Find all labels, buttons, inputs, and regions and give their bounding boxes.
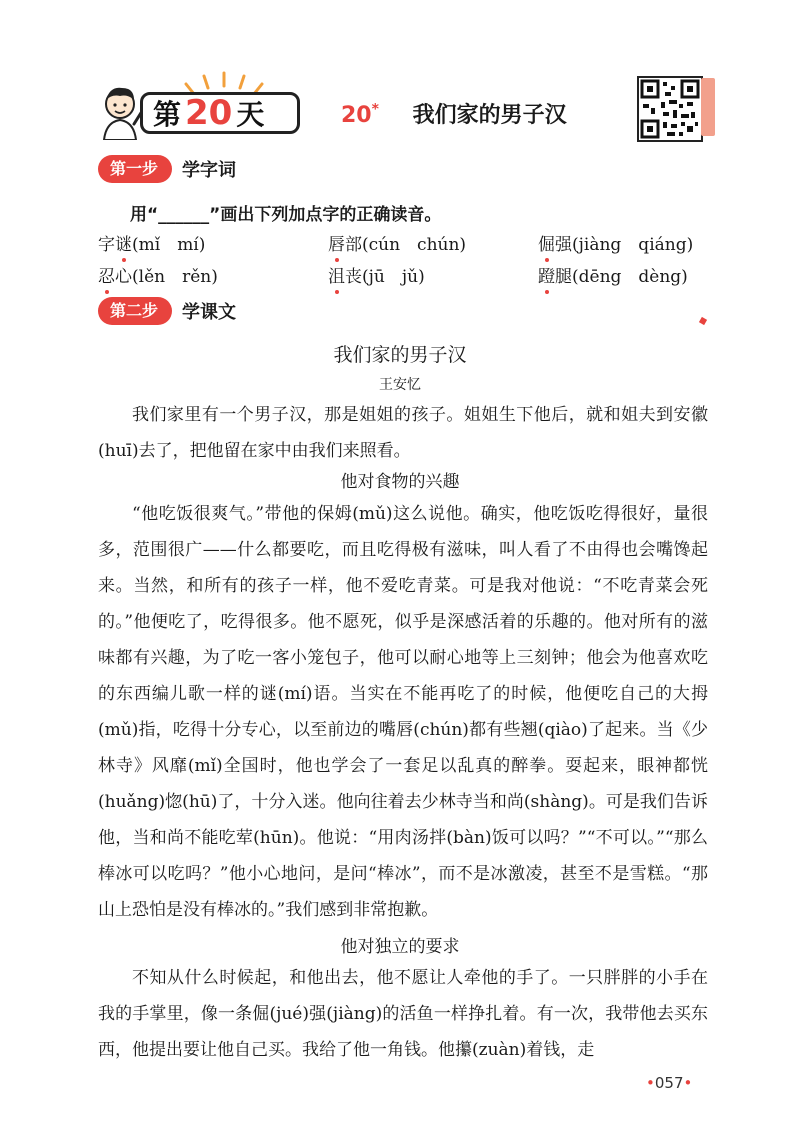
article-author: 王安忆 <box>379 377 421 393</box>
vocab-item: 沮丧(jū jǔ) <box>328 267 425 287</box>
day-number: 20 <box>185 93 233 133</box>
article-paragraph-1: 我们家里有一个男子汉，那是姐姐的孩子。姐姐生下他后，就和姐夫到安徽(huī)去了，把他留在家中由我们来照看。 <box>98 405 708 461</box>
day-suffix: 天 <box>236 98 265 131</box>
vocab-item: 字谜(mǐ mí) <box>98 235 206 255</box>
header <box>98 70 718 140</box>
qr-code-icon[interactable] <box>637 76 703 142</box>
vocab-item: 倔强(jiàng qiáng) <box>538 235 694 255</box>
step-two-label: 学课文 <box>182 302 237 323</box>
step-one-header <box>98 155 236 183</box>
day-badge <box>140 92 300 134</box>
article-paragraph-2: “他吃饭很爽气。”带他的保姆(mǔ)这么说他。确实，他吃饭吃得很好，量很多，范围很广——什么都要吃，而且吃得极有滋味，叫人看了不由得也会嘴馋起来。当然，和所有的孩子一样，他不爱吃青菜。可是我对他说：“不吃青菜会死的。”他便吃了，吃得很多。他不愿死，似乎是深感活着的乐趣的。他对所有的滋味都有兴趣，为了吃一客小笼包子，他可以耐心地等上三刻钟；他会为他喜欢吃的东西编儿歌一样的谜(mí)语。当实在不能再吃了的时候，他便吃自己的大拇(mǔ)指，吃得十分专心，以至前边的嘴唇(chún)都有些翘(qiào)了起来。当《少林寺》风靡(mǐ)全国时，他也学会了一套足以乱真的醉拳。耍起来，眼神都恍(huǎng)惚(hū)了，十分入迷。他向往着去少林寺当和尚(shàng)。可是我们告诉他，当和尚不能吃荤(hūn)。他说：“用肉汤拌(bàn)饭可以吗？”“不可以。”“那么棒冰可以吃吗？”他小心地问，是问“棒冰”，而不是冰激凌，甚至不是雪糕。“那山上恐怕是没有棒冰的。”我们感到非常抱歉。 <box>98 504 708 920</box>
article-title: 我们家的男子汉 <box>333 344 467 366</box>
article-subheading-2: 他对独立的要求 <box>340 937 460 957</box>
vocab-instruction: 用“______”画出下列加点字的正确读音。 <box>130 205 442 225</box>
lesson-number: 20* <box>341 101 379 128</box>
step-two-pill: 第二步 <box>98 297 172 325</box>
day-prefix: 第 <box>153 98 182 131</box>
vocab-item: 忍心(lěn rěn) <box>98 267 218 287</box>
red-mark <box>699 317 707 325</box>
page-number: •057• <box>646 1074 693 1092</box>
vocab-item: 蹬腿(dēng dèng) <box>538 267 688 287</box>
lesson-title <box>341 98 567 129</box>
lesson-title-text: 我们家的男子汉 <box>412 103 567 128</box>
vocab-item: 唇部(cún chún) <box>328 235 467 255</box>
article-subheading-1: 他对食物的兴趣 <box>340 472 460 492</box>
step-one-label: 学字词 <box>182 160 237 181</box>
article-paragraph-3: 不知从什么时候起，和他出去，他不愿让人牵他的手了。一只胖胖的小手在我的手掌里，像一条倔(jué)强(jiàng)的活鱼一样挣扎着。有一次，我带他去买东西，他提出要让他自己买。我给了他一角钱。他攥(zuàn)着钱，走 <box>98 968 708 1060</box>
step-one-pill: 第一步 <box>98 155 172 183</box>
step-two-header <box>98 297 236 325</box>
qr-tag <box>701 78 715 136</box>
